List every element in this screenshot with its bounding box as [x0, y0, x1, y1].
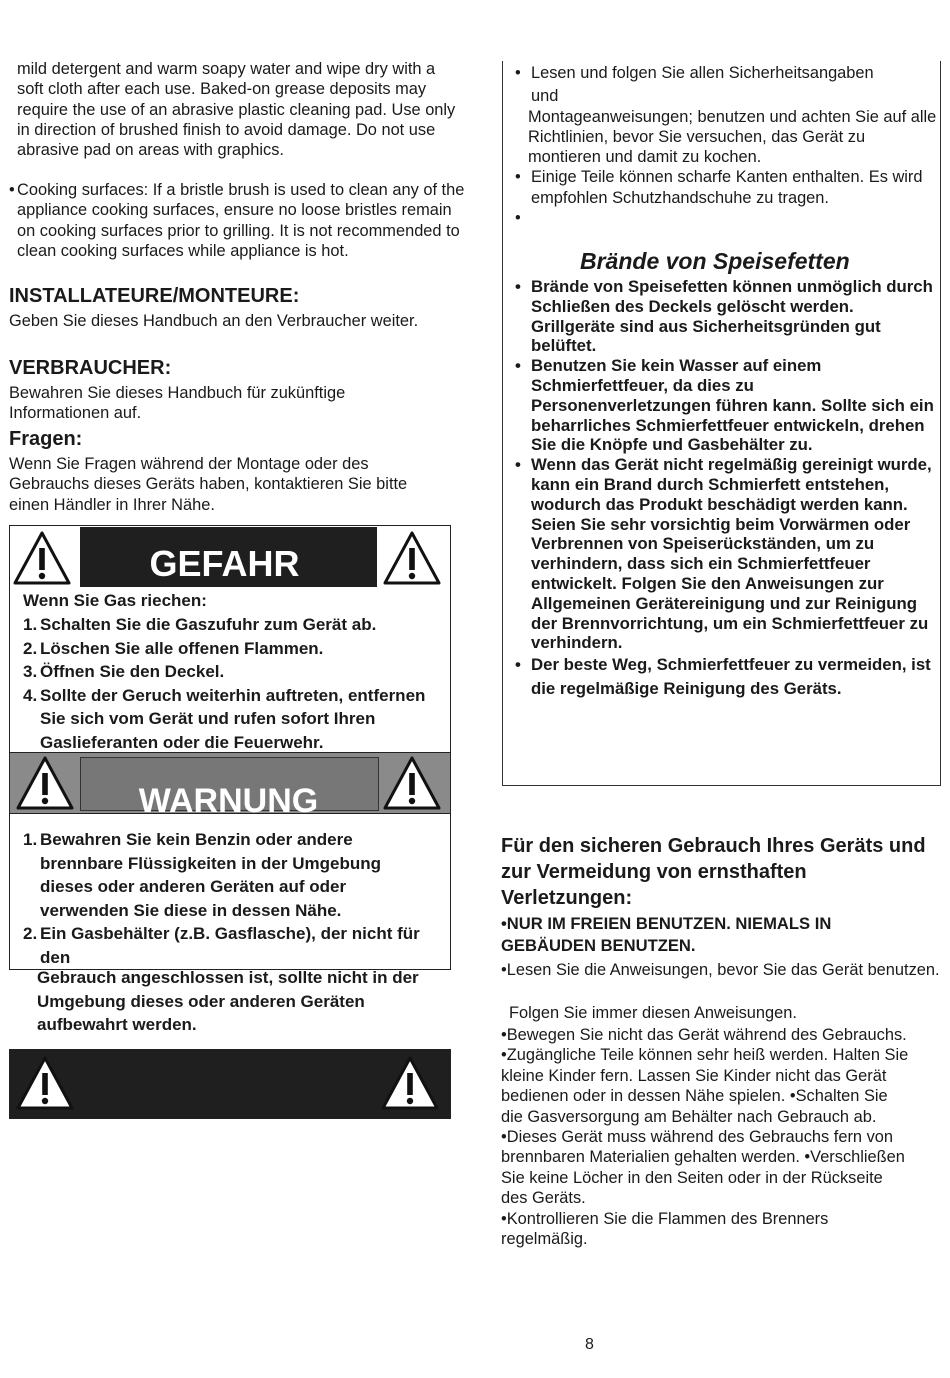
- consumer-heading: VERBRAUCHER:: [9, 357, 172, 379]
- danger-title: GEFAHR: [149, 543, 300, 584]
- safe-use-heading: Für den sicheren Gebrauch Ihres Geräts und zur Vermeidung von ernsthaften Verletzungen:: [501, 835, 926, 909]
- grease-fire-bullets: [515, 277, 937, 701]
- danger-step: 2. Löschen Sie alle offenen Flammen.: [23, 638, 324, 658]
- danger-step: 3. Öffnen Sie den Deckel.: [23, 662, 225, 681]
- cooking-surfaces-bullet: [9, 180, 465, 261]
- page-number: 8: [585, 1336, 594, 1353]
- warning-continuation: Gebrauch angeschlossen ist, sollte nicht in der Umgebung dieses oder anderen Geräten aufbewahrt werden.: [37, 968, 419, 1034]
- list-item: • Der beste Weg, Schmierfettfeuer zu vermeiden, ist die regelmäßige Reinigung des Geräts.: [515, 655, 931, 699]
- warning-triangle-icon: [382, 530, 442, 586]
- list-item: • Einige Teile können scharfe Kanten enthalten. Es wird empfohlen Schutzhandschuhe zu tragen.: [515, 168, 923, 207]
- list-item: •: [515, 209, 521, 228]
- bullet-dot: •: [9, 181, 15, 199]
- safety-rules-text: •Bewegen Sie nicht das Gerät während des Gebrauchs. •Zugängliche Teile können sehr heiß werden. Halten Sie kleine Kinder fern. Lassen Sie Kinder nicht das Gerät bedienen oder in dessen Nähe spielen. •Schalten Sie die Gasversorgung am Behälter nach Gebrauch ab. •Dieses Gerät muss während des Gebrauchs fern von brennbaren Materialien gehalten werden. •Verschließen Sie keine Löcher in den Seiten oder in der Rückseite des Geräts. •Kontrollieren Sie die Flammen des Brenners regelmäßig.: [501, 1026, 909, 1249]
- safety-intro-bullets: [515, 63, 937, 228]
- warning-triangle-icon: [15, 755, 75, 811]
- cooking-surfaces-text: Cooking surfaces: If a bristle brush is used to clean any of the appliance cooking surfaces, ensure no loose bristles remain on cooking surfaces prior to grilling. It is not recommended to clean cooking surfaces while appliance is hot.: [17, 181, 465, 260]
- warning-triangle-icon: [15, 1055, 75, 1111]
- list-item: und: [531, 87, 559, 106]
- warning-triangle-icon: [382, 755, 442, 811]
- warning-steps: [23, 828, 433, 969]
- installer-heading: INSTALLATEURE/MONTEURE:: [9, 285, 300, 307]
- danger-step: 1. Schalten Sie die Gaszufuhr zum Gerät ab.: [23, 615, 377, 634]
- intro-paragraph: mild detergent and warm soapy water and wipe dry with a soft cloth after each use. Baked-on grease deposits may require the use of an abrasive plastic cleaning pad. Use only in direction of brushed finish to avoid damage. Do not use abrasive pad on areas with graphics.: [17, 60, 456, 160]
- consumer-text: Bewahren Sie dieses Handbuch für zukünftige Informationen auf.: [9, 384, 346, 423]
- warning-title: WARNUNG: [138, 782, 319, 820]
- questions-text: Wenn Sie Fragen während der Montage oder des Gebrauchs dieses Geräts haben, kontaktieren Sie bitte einen Händler in Ihrer Nähe.: [9, 455, 408, 514]
- grease-fire-heading: Brände von Speisefetten: [580, 248, 850, 274]
- list-item: • Brände von Speisefetten können unmöglich durch Schließen des Deckels gelöscht werden. Grillgeräte sind aus Sicherheitsgründen gut belüftet.: [515, 277, 933, 356]
- follow-instructions-text: Folgen Sie immer diesen Anweisungen.: [509, 1004, 797, 1022]
- danger-steps: [23, 613, 428, 754]
- warning-triangle-icon: [12, 530, 72, 586]
- installer-text: Geben Sie dieses Handbuch an den Verbraucher weiter.: [9, 312, 419, 330]
- warning-triangle-icon: [380, 1055, 440, 1111]
- danger-step: 4. Sollte der Geruch weiterhin auftreten, entfernen Sie sich vom Gerät und rufen sofort Ihren Gaslieferanten oder die Feuerwehr.: [23, 685, 426, 752]
- list-item: • Benutzen Sie kein Wasser auf einem Schmierfettfeuer, da dies zu Personenverletzungen führen kann. Sollte sich ein beharrliches Schmierfettfeuer entwickeln, drehen Sie die Knöpfe und Gasbehälter zu.: [515, 356, 934, 455]
- list-item: • Wenn das Gerät nicht regelmäßig gereinigt wurde, kann ein Brand durch Schmierfett entstehen, wodurch das Produkt beschädigt werden kann. Seien Sie sehr vorsichtig beim Vorwärmen oder Verbrennen von Speiserückständen, um zu verhindern, dass sich ein Schmierfettfeuer entwickelt. Folgen Sie den Anweisungen zur Allgemeinen Gerätereinigung und zur Reinigung der Brennvorrichtung, um ein Schmierfettfeuer zu verhindern.: [515, 455, 932, 653]
- read-instructions-text: •Lesen Sie die Anweisungen, bevor Sie das Gerät benutzen.: [501, 961, 940, 979]
- questions-heading: Fragen:: [9, 428, 83, 450]
- warning-step: 1. Bewahren Sie kein Benzin oder andere brennbare Flüssigkeiten in der Umgebung dieses oder anderen Geräten auf oder verwenden Sie diese in dessen Nähe.: [23, 830, 381, 920]
- outdoor-only-notice: •NUR IM FREIEN BENUTZEN. NIEMALS IN GEBÄUDEN BENUTZEN.: [501, 914, 832, 955]
- danger-lead: Wenn Sie Gas riechen:: [23, 591, 207, 610]
- list-item: Montageanweisungen; benutzen und achten Sie auf alle Richtlinien, bevor Sie versuchen, das Gerät zu montieren und damit zu kochen.: [528, 107, 937, 167]
- list-item: • Lesen und folgen Sie allen Sicherheitsangaben: [515, 64, 874, 82]
- warning-step: 2. Ein Gasbehälter (z.B. Gasflasche), der nicht für den: [23, 924, 420, 967]
